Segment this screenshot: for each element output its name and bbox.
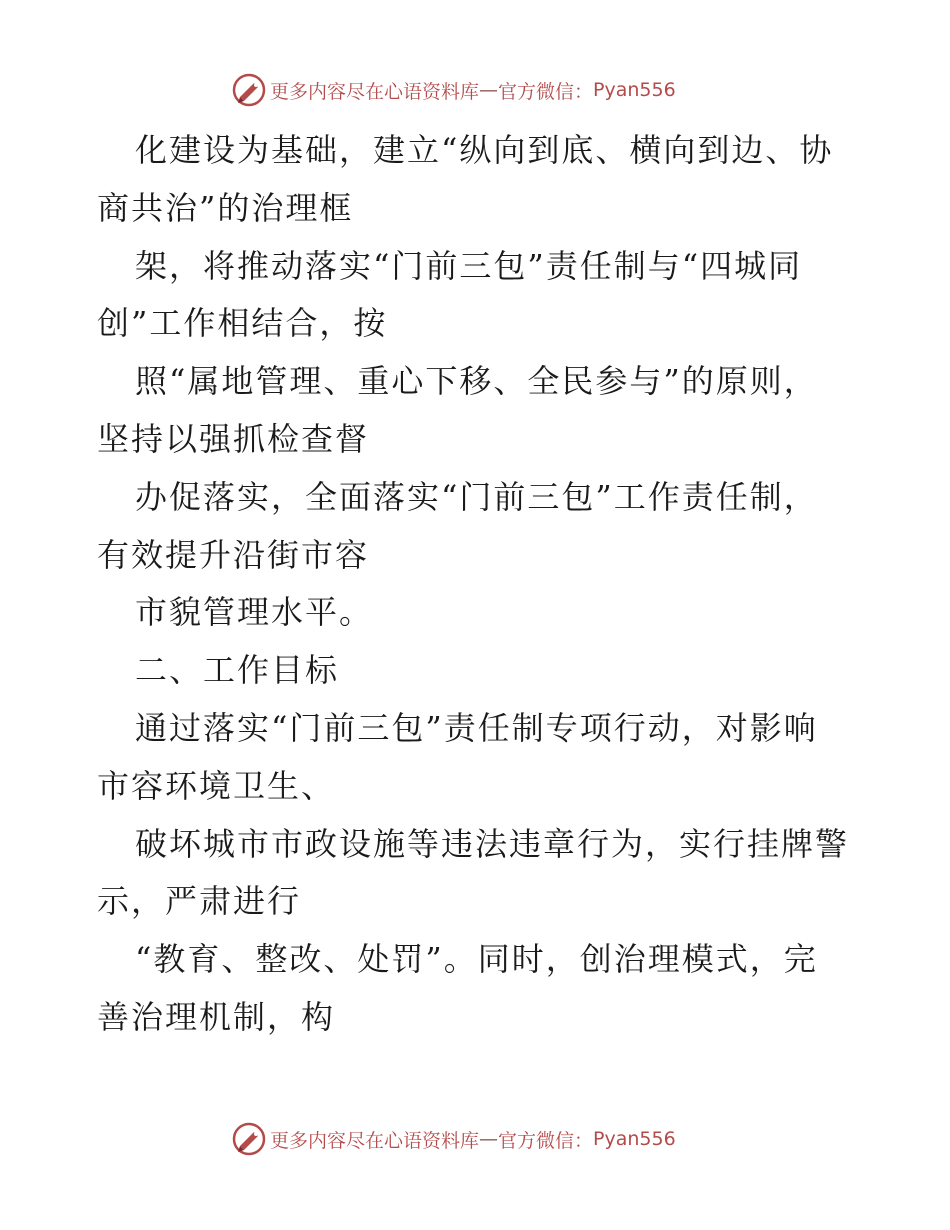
banner-wechat-id: Pyan556 bbox=[593, 1128, 676, 1150]
text-line: 办促落实，全面落实“门前三包”工作责任制， bbox=[135, 477, 818, 516]
text-line: 示，严肃进行 bbox=[97, 882, 302, 921]
banner-wechat-label: 官方微信： bbox=[498, 1129, 594, 1152]
header-banner bbox=[232, 73, 712, 107]
pen-seal-logo-icon bbox=[232, 1122, 266, 1156]
banner-separator: — bbox=[479, 79, 499, 101]
footer-banner bbox=[232, 1122, 712, 1156]
text-line: 市容环境卫生、 bbox=[97, 766, 336, 805]
banner-wechat-id: Pyan556 bbox=[593, 79, 676, 101]
banner-separator: — bbox=[479, 1128, 499, 1150]
pen-seal-logo-icon bbox=[232, 73, 266, 107]
text-line: 化建设为基础，建立“纵向到底、横向到边、协 bbox=[135, 131, 834, 169]
text-line: 善治理机制，构 bbox=[97, 997, 336, 1036]
text-line: 架，将推动落实“门前三包”责任制与“四城同 bbox=[135, 246, 803, 285]
document-body bbox=[97, 122, 857, 1047]
text-line: 有效提升沿街市容 bbox=[97, 535, 370, 574]
text-line: 照“属地管理、重心下移、全民参与”的原则， bbox=[135, 362, 818, 401]
text-line: 创”工作相结合，按 bbox=[97, 304, 388, 343]
banner-site-text: 更多内容尽在心语资料库 bbox=[270, 1129, 480, 1152]
banner-wechat-label: 官方微信： bbox=[498, 80, 594, 103]
text-line: “教育、整改、处罚”。同时，创治理模式，完 bbox=[135, 940, 818, 979]
text-line: 市貌管理水平。 bbox=[135, 593, 374, 632]
text-line: 破坏城市市政设施等违法违章行为，实行挂牌警 bbox=[135, 824, 850, 863]
section-heading: 二、工作目标 bbox=[135, 651, 340, 690]
text-line: 通过落实“门前三包”责任制专项行动，对影响 bbox=[135, 708, 818, 747]
text-line: 商共治”的治理框 bbox=[97, 188, 354, 227]
banner-site-text: 更多内容尽在心语资料库 bbox=[270, 80, 480, 103]
text-line: 坚持以强抓检查督 bbox=[97, 419, 370, 458]
